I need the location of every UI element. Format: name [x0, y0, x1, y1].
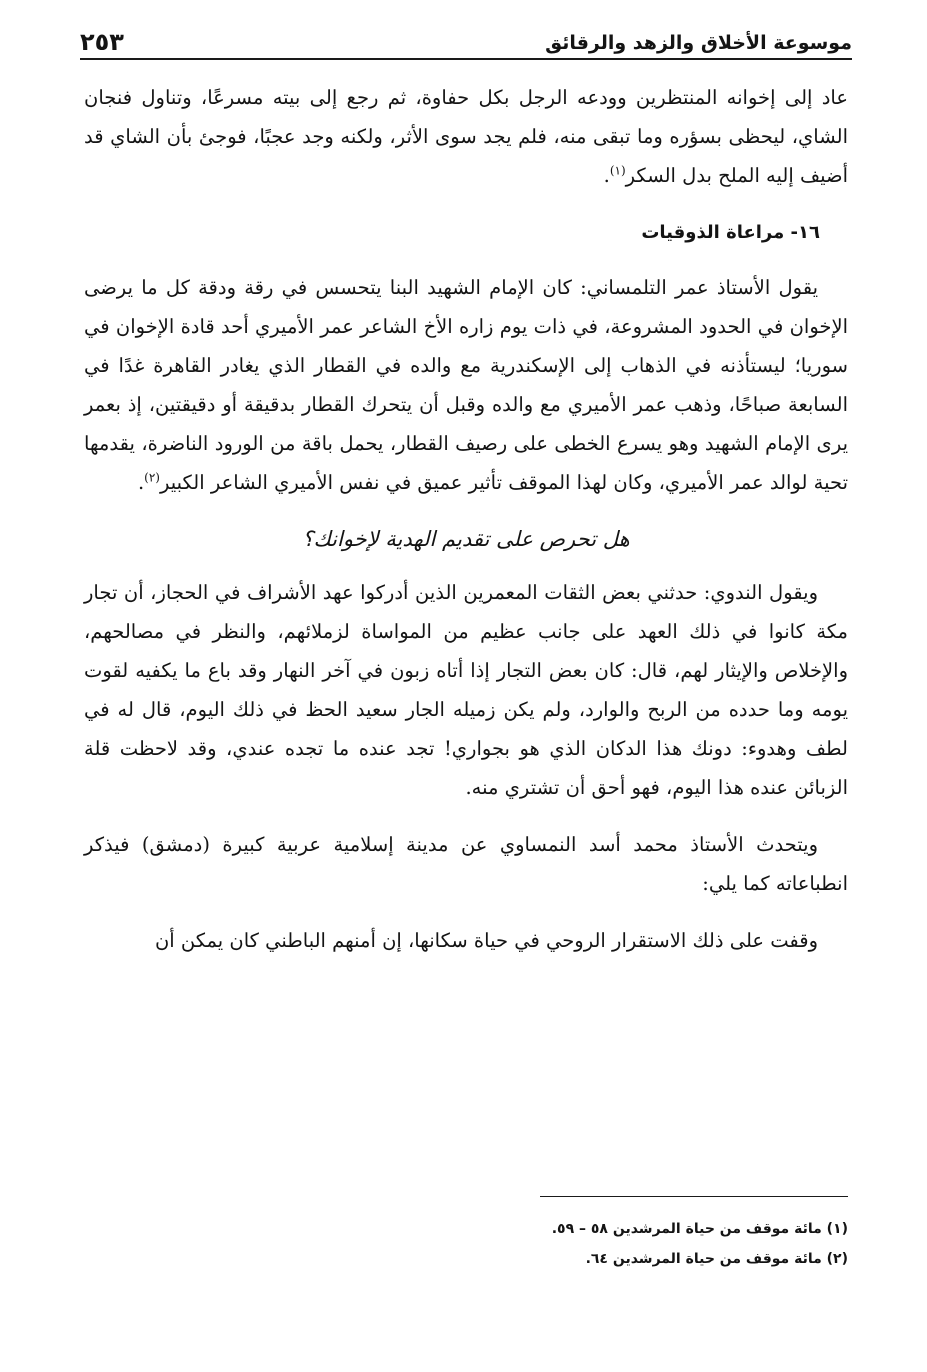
paragraph-nadwi: ويقول الندوي: حدثني بعض الثقات المعمرين الذين أدركوا عهد الأشراف في الحجاز، أن تجار مكة كانوا في ذلك العهد على جانب عظيم من المواساة لزملائهم، والنظر في مصالحهم، والإخلاص والإيثار لهم، قال: كان بعض التجار إذا أتاه زبون في آخر النهار وقد باع ما يكفيه لقوت يومه وما حدده من الربح والوارد، ولم يكن زميله الجار سعيد الحظ في ذلك اليوم، قال له في لطف وهدوء: دونك هذا الدكان الذي هو بجواري! تجد عنده ما تجده عندي، وقد لاحظت قلة الزبائن عنده هذا اليوم، فهو أحق أن تشتري منه. — [84, 581, 848, 799]
footnote-ref-1: (١) — [609, 163, 626, 178]
page-body — [84, 78, 848, 978]
footnote-ref-2: (٢) — [144, 470, 160, 485]
paragraph-talmasani — [84, 268, 848, 502]
running-header — [80, 28, 852, 60]
footnotes — [84, 1214, 848, 1274]
section-heading-16: ١٦- مراعاة الذوقيات — [641, 222, 820, 243]
footnote-1: (١) مائة موقف من حياة المرشدين ٥٨ – ٥٩. — [551, 1221, 848, 1237]
paragraph-continuation — [84, 78, 848, 195]
paragraph-end: . — [137, 471, 145, 494]
page-number: ٢٥٣ — [80, 28, 128, 56]
paragraph-text: عاد إلى إخوانه المنتظرين وودعه الرجل بكل حفاوة، ثم رجع إلى بيته مسرعًا، وتناول فنجان الشاي، ليحظى بسؤره وما تبقى منه، فلم يجد سوى الأثر، ولكنه وجد عجبًا، فوجئ بأن الشاي قد أضيف إليه الملح بدل السكر — [84, 86, 848, 187]
paragraph-asad: ويتحدث الأستاذ محمد أسد النمساوي عن مدينة إسلامية عربية كبيرة (دمشق) فيذكر انطباعاته كما يلي: — [84, 833, 848, 895]
question-heading: هل تحرص على تقديم الهدية لإخوانك؟ — [302, 527, 630, 551]
paragraph-end: . — [603, 164, 610, 187]
paragraph-damascus: وقفت على ذلك الاستقرار الروحي في حياة سكانها، إن أمنهم الباطني كان يمكن أن — [154, 929, 818, 952]
book-title: موسوعة الأخلاق والزهد والرقائق — [545, 32, 852, 54]
footnote-2: (٢) مائة موقف من حياة المرشدين ٦٤. — [585, 1251, 848, 1267]
footnote-divider — [540, 1196, 848, 1197]
paragraph-text: يقول الأستاذ عمر التلمساني: كان الإمام الشهيد البنا يتحسس في رقة ودقة كل ما يرضى الإخوان في الحدود المشروعة، في ذات يوم زاره الأخ الشاعر عمر الأميري أحد قادة الإخوان في سوريا؛ ليستأذنه في الذهاب إلى الإسكندرية مع والده في القطار الذي يغادر القاهرة غدًا في السابعة صباحًا، وذهب عمر الأميري مع والده وقبل أن يتحرك القطار بدقيقة أو دقيقتين، إذ بعمر يرى الإمام الشهيد وهو يسرع الخطى على رصيف القطار، يحمل باقة من الورود الناضرة، يقدمها تحية لوالد عمر الأميري، وكان لهذا الموقف تأثير عميق في نفس الأميري الشاعر الكبير — [84, 276, 848, 494]
